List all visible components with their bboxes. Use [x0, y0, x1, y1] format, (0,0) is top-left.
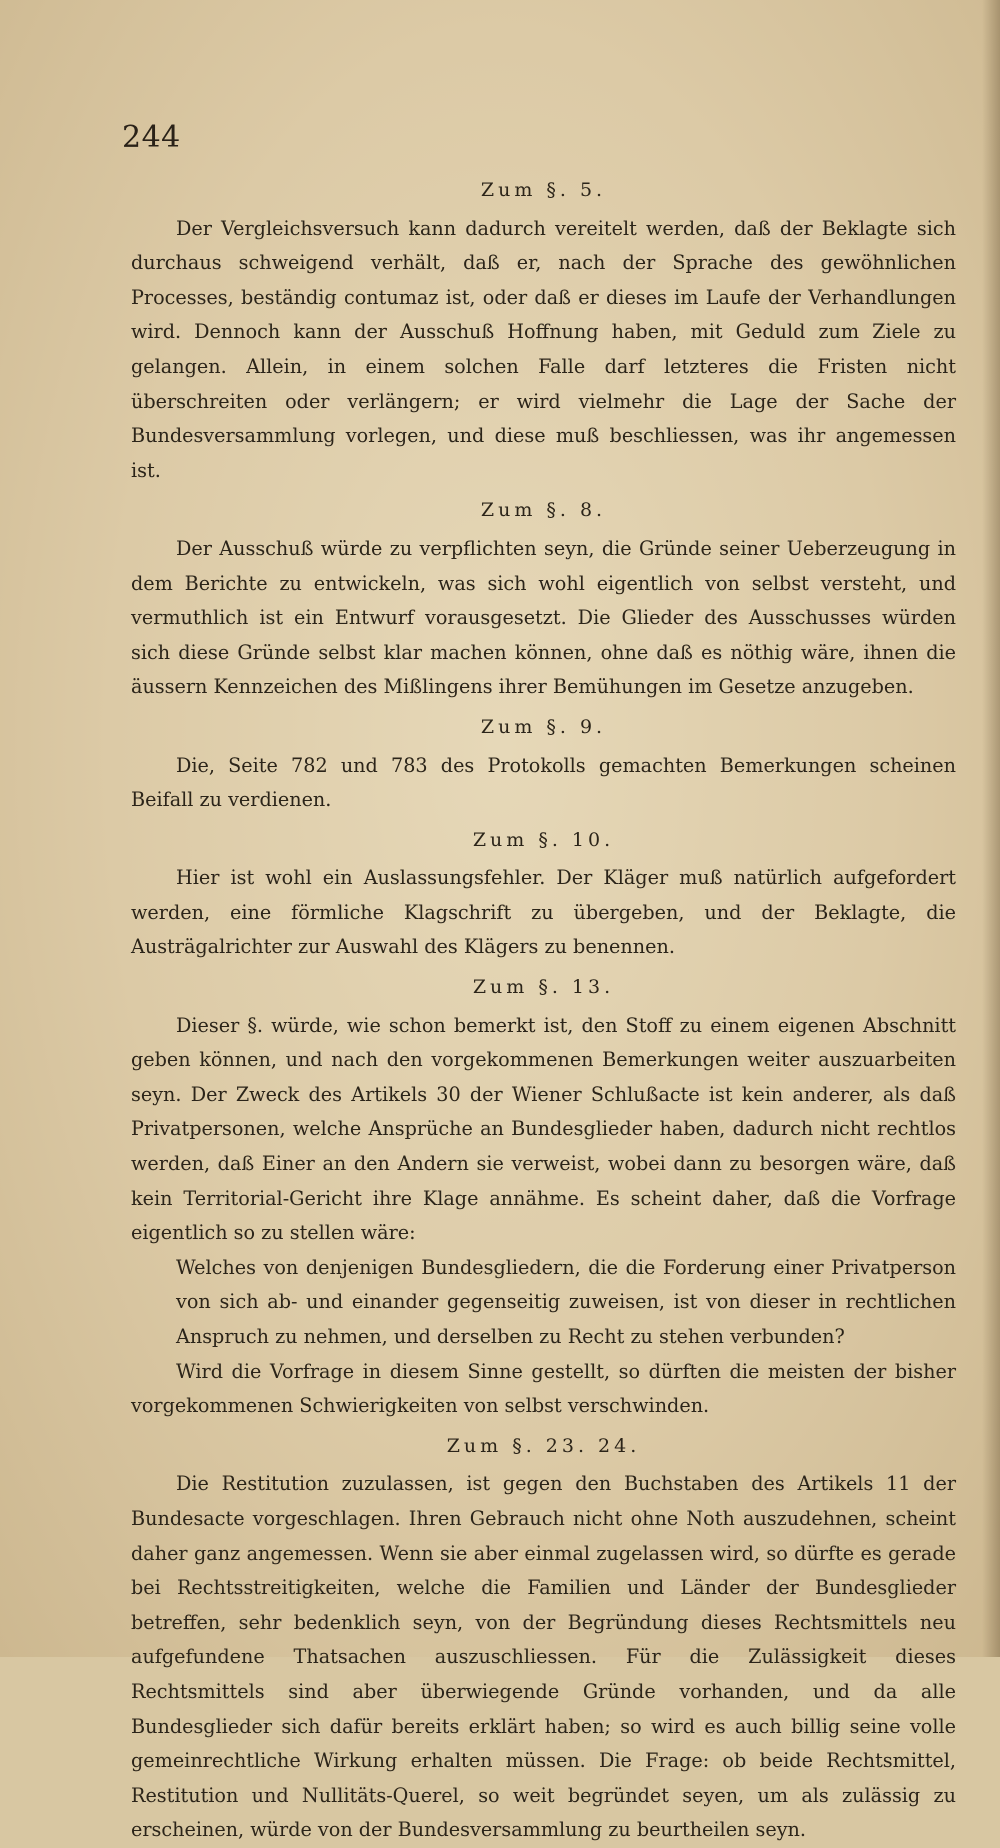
paragraph-13: Dieser §. würde, wie schon bemerkt ist, den Stoff zu einem eigenen Abschnitt geben können, und nach den vorgekommenen Bemerkungen weiter auszuarbeiten seyn. Der Zweck des Artikels 30 der Wiener Schlußacte ist kein anderer, als daß Privatpersonen, welche Ansprüche an Bundesglieder haben, dadurch nicht rechtlos werden, daß Einer an den Andern sie verweist, wobei dann zu besorgen wäre, daß kein Territorial-Gericht ihre Klage annähme. Es scheint daher, daß die Vorfrage eigentlich so zu stellen wäre:: [131, 1013, 956, 1245]
section-heading-9: Zum §. 9.: [480, 715, 607, 738]
page-body: [131, 168, 956, 1848]
paragraph-13-followup: Wird die Vorfrage in diesem Sinne gestellt, so dürften die meisten der bisher vorgekommenen Schwierigkeiten von selbst verschwinden.: [131, 1359, 956, 1418]
paragraph-8: Der Ausschuß würde zu verpflichten seyn, die Gründe seiner Ueberzeugung in dem Berichte zu entwickeln, was sich wohl eigentlich von selbst versteht, und vermuthlich ist ein Entwurf vorausgesetzt. Die Glieder des Ausschusses würden sich diese Gründe selbst klar machen können, ohne daß es nöthig wäre, ihnen die äussern Kennzeichen des Mißlingens ihrer Bemühungen im Gesetze anzugeben.: [131, 536, 956, 699]
paragraph-9: Die, Seite 782 und 783 des Protokolls gemachten Bemerkungen scheinen Beifall zu verdienen.: [131, 753, 956, 812]
section-heading-8: Zum §. 8.: [480, 499, 607, 522]
paragraph-5: Der Vergleichsversuch kann dadurch vereitelt werden, daß der Beklagte sich durchaus schweigend verhält, daß er, nach der Sprache des gewöhnlichen Processes, beständig contumaz ist, oder daß er dieses im Laufe der Verhandlungen wird. Dennoch kann der Ausschuß Hoffnung haben, mit Geduld zum Ziele zu gelangen. Allein, in einem solchen Falle darf letzteres die Fristen nicht überschreiten oder verlängern; er wird vielmehr die Lage der Sache der Bundesversammlung vorlegen, und diese muß beschliessen, was ihr angemessen ist.: [131, 216, 956, 482]
page-number: 244: [122, 120, 181, 155]
page-edge-shadow: [982, 0, 1000, 1657]
quoted-question: Welches von denjenigen Bundesgliedern, die die Forderung einer Privatperson von sich ab- und einander gegenseitig zuweisen, ist von dieser in rechtlichen Anspruch zu nehmen, und derselben zu Recht zu stehen verbunden?: [176, 1255, 956, 1348]
section-heading-10: Zum §. 10.: [472, 828, 615, 851]
section-heading-13: Zum §. 13.: [472, 976, 615, 999]
section-heading-5: Zum §. 5.: [480, 179, 607, 201]
section-heading-23-24: Zum §. 23. 24.: [446, 1434, 641, 1457]
paragraph-23-24: Die Restitution zuzulassen, ist gegen den Buchstaben des Artikels 11 der Bundesacte vorgeschlagen. Ihren Gebrauch nicht ohne Noth auszudehnen, scheint daher ganz angemessen. Wenn sie aber einmal zugelassen wird, so dürfte es gerade bei Rechtsstreitigkeiten, welche die Familien und Länder der Bundesglieder betreffen, sehr bedenklich seyn, von der Begründung dieses Rechtsmittels neu aufgefundene Thatsachen auszuschliessen. Für die Zulässigkeit dieses Rechtsmittels sind aber überwiegende Gründe vorhanden, und da alle Bundesglieder sich dafür bereits erklärt haben; so wird es auch billig seine volle gemeinrechtliche Wirkung erhalten müssen. Die Frage: ob beide Rechtsmittel, Restitution und Nullitäts-Querel, so weit begründet seyen, um als zulässig zu erscheinen, würde von der Bundesversammlung zu beurtheilen seyn.: [131, 1472, 956, 1842]
paragraph-10: Hier ist wohl ein Auslassungsfehler. Der Kläger muß natürlich aufgefordert werden, eine förmliche Klagschrift zu übergeben, und der Beklagte, die Austrägalrichter zur Auswahl des Klägers zu benennen.: [131, 866, 956, 959]
